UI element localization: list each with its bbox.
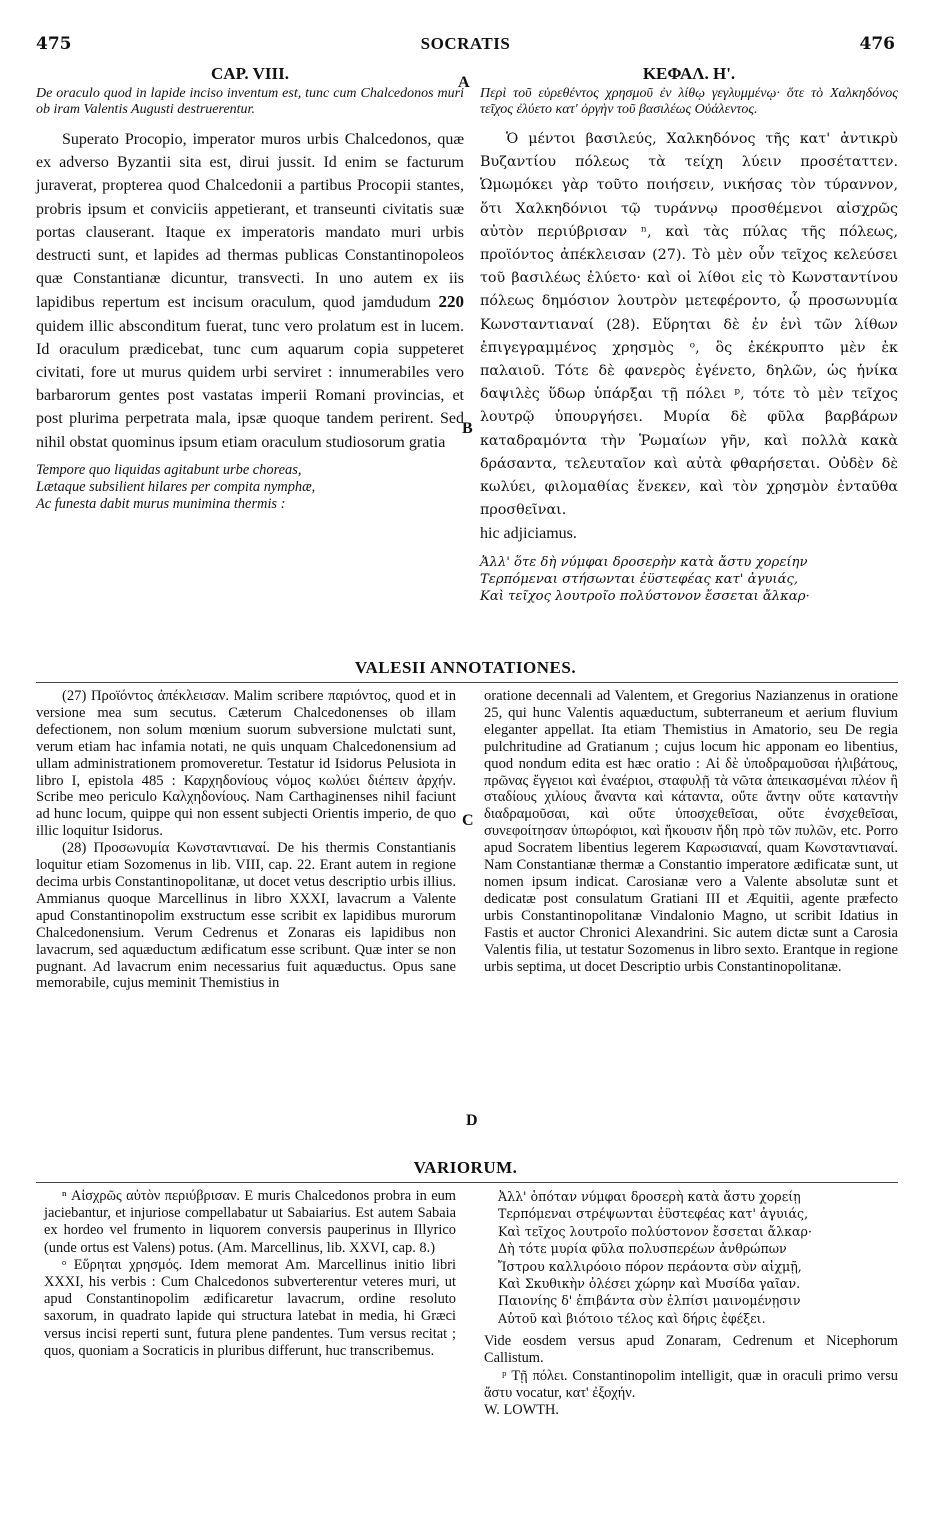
- variorum-note-p: ᵖ Τῇ πόλει. Constantinopolim intelligit, quæ in oraculi primo versu ἄστυ vocatur, κατ' ἐξοχήν.: [484, 1367, 898, 1401]
- greek-verse-line: Τερπόμεναι στήσωνται ἐϋστεφέας κατ' ἀγυιάς,: [480, 571, 799, 587]
- variorum-reference: Vide eosdem versus apud Zonaram, Cedrenum et Nicephorum Callistum.: [484, 1333, 898, 1367]
- greek-chapter-title: ΚΕΦΑΛ. Η'.: [642, 64, 736, 83]
- latin-body-text: [36, 128, 464, 454]
- latin-verse-line: Ac funesta dabit murus munimina thermis :: [36, 495, 286, 512]
- variorum-right-column: [484, 1188, 898, 1419]
- valesii-right-column: [484, 688, 898, 975]
- variorum-note-n: ⁿ Αἰσχρῶς αὐτὸν περιύβρισαν. E muris Chalcedonos probra in eum jaciebantur, et injuriose compellabatur ut Sabaiarius. Est autem Sabaia ex hordeo vel frumento in liquorem conversis pauperinus in Illyrico (unde ortus est Valens) potus. (Am. Marcellinus, lib. XXVI, cap. 8.): [44, 1188, 456, 1256]
- latin-verse: [36, 462, 464, 513]
- variorum-verse-line: Τερπόμεναι στρέψωνται ἐϋστεφέας κατ' ἀγυιάς,: [498, 1206, 809, 1222]
- latin-verse-line: Lætaque subsilient hilares per compita nymphæ,: [36, 478, 316, 495]
- margin-marker-a: A: [458, 74, 470, 91]
- latin-chapter-summary: De oraculo quod in lapide inciso inventum est, tunc cum Chalcedonos muri ob iram Valentis Augusti destruerentur.: [36, 86, 464, 117]
- variorum-verse-line: Αὐτοῦ καὶ βιότοιο τέλος καὶ δήρις ἐφέξει.: [498, 1310, 766, 1326]
- annotation-continuation: oratione decennali ad Valentem, et Gregorius Nazianzenus in oratione 25, qui hunc Valentis aquæductum, subterraneum et aerium fluvium eleganter appellat. Ita etiam Themistius in Amatorio, seu De regia pulchritudine ad Gratianum ; cujus locum hic apponam eo libentius, quod nondum edita est hæc oratio : Αἱ δὲ ὑποδραμοῦσαι ἠλιβάτους, πρῶνας ἔγγειοι καὶ ἐναέριοι, σταφυλῇ τὰ νῶτα ἀπεικασμέναι πλέον ἢ σταδίους χιλίους ἄναντα καὶ κάταντα, οὔτε ἄντην οὔτε καταντὴν διαδραμοῦσαι, καὶ οὔτε ὑποσχεθεῖσαι, οὔτε ἐνσχεθεῖσαι, συνεφοίτησαν ὑπωρόφιοι, καὶ ἥκουσιν ἤδη πρὸ τῶν πυλῶν, etc. Porro apud Socratem libentius legerem Καρωσιαναί, quam Κωνσταντιαναί. Nam Constantianæ thermæ a Constantio imperatore ædificatæ sunt, ut nomen ipsum indicat. Carosianæ vero a Valente absolutæ sunt et dedicatæ post consulatum Gratiani III et Æquitii, agente præfecto urbis Constantinopolitanæ Vindalonio Magno, ut scribit Idatius in Fastis et auctor Chronici Alexandrini. Sic autem dictæ sunt a Carosia Valentis filia, ut testatur Sozomenus in libro sexto. Erantque in regione urbis septima, ut docet Descriptio urbis Constantinopolitanæ.: [484, 688, 898, 975]
- variorum-verse-line: Καὶ τεῖχος λουτροῖο πολύστονον ἔσσεται ἄλκαρ·: [498, 1223, 812, 1239]
- page-number-left: 475: [36, 34, 72, 54]
- section-divider: [36, 1182, 898, 1183]
- variorum-verse-line: Καὶ Σκυθικὴν ὀλέσει χώρην καὶ Μυσίδα γαῖαν.: [498, 1276, 801, 1292]
- latin-body-part-1: Superato Procopio, imperator muros urbis Chalcedonos, quæ ex adverso Byzantii sita est, dirui jussit. Id enim se facturum juraverat, propterea quod Chalcedonii a partibus Procopii stantes, probris ipsum et conviciis appetierant, et transeunti civitatis suæ portas clauserant. Itaque ex imperatoris mandato muri urbis destructi sunt, et lapides ad thermas publicas Constantinopoleos quæ Constantianæ dicuntur, transvecti. In uno autem ex iis lapidibus repertum est incisum oraculum, quod jamdudum: [36, 131, 464, 312]
- margin-marker-b: B: [462, 420, 473, 437]
- variorum-heading: VARIORUM.: [413, 1158, 518, 1177]
- valesii-heading: VALESII ANNOTATIONES.: [354, 658, 577, 677]
- variorum-verse-line: Ἀλλ' ὁπόταν νύμφαι δροσερὴ κατὰ ἄστυ χορείῃ: [498, 1189, 801, 1204]
- margin-marker-c: C: [462, 812, 474, 829]
- greek-chapter-summary: Περὶ τοῦ εὑρεθέντος χρησμοῦ ἐν λίθῳ γεγλυμμένῳ· ὅτε τὸ Χαλκηδόνος τεῖχος ἐλύετο κατ' ὀργὴν τοῦ βασιλέως Οὐάλεντος.: [480, 86, 898, 117]
- variorum-verse-line: Ἴστρου καλλιρόοιο πόρον περάοντα σὺν αἰχμῇ,: [498, 1258, 802, 1274]
- greek-verse-line: Καὶ τεῖχος λουτροῖο πολύστονον ἔσσεται ἄλκαρ·: [480, 588, 810, 604]
- greek-column: [480, 64, 898, 605]
- latin-verse-line: Tempore quo liquidas agitabunt urbe choreas,: [36, 461, 302, 478]
- variorum-verse: [484, 1188, 898, 1327]
- greek-body-text: Ὁ μέντοι βασιλεύς, Χαλκηδόνος τῆς κατ' ἀντικρὺ Βυζαντίου πόλεως τὰ τείχη λύειν προσέταττεν. Ὡμωμόκει γὰρ τοῦτο ποιήσειν, νικήσας τὸν τύραννον, ὅτι Χαλκηδόνιοι τῷ τυράννῳ προσθέμενοι αἰσχρῶς αὐτὸν περιύβρισαν ⁿ, καὶ τὰς πύλας τῆς πόλεως, προϊόντος ἀπέκλεισαν (27). Τὸ μὲν οὖν τεῖχος κελεύσει τοῦ βασιλέως ἐλύετο· καὶ οἱ λίθοι εἰς τὸ Κωνσταντίνου πόλεως δημόσιον λουτρὸν μετεφέροντο, ᾧ προσωνυμία Κωνσταντιαναί (28). Εὕρηται δὲ ἐν ἑνὶ τῶν λίθων ἐπιγεγραμμένος χρησμὸς ᵒ, ὃς ἐκέκρυπτο μὲν ἐκ παλαιοῦ. Τότε δὲ φανερὸς ἐγένετο, δηλῶν, ὡς ἡνίκα δαψιλὲς ὕδωρ ὑπάρξαι τῇ πόλει ᵖ, τότε τὸ μὲν τεῖχος λουτρῷ ὑπουργήσει. Μυρία δὲ φῦλα βαρβάρων καταδραμόντα τὴν Ῥωμαίων γῆν, καὶ πολλὰ κακὰ δράσαντα, τελευταῖον καὶ αὐτὰ φθαρήσεται. Οὐδὲν δὲ κωλύει, φιλομαθίας ἕνεκεν, καὶ τὸν χρησμὸν ἐνταῦθα προσθεῖναι.: [480, 131, 898, 519]
- greek-verse-line: Ἀλλ' ὅτε δὴ νύμφαι δροσερὴν κατὰ ἄστυ χορείην: [480, 554, 808, 570]
- page-number-right: 476: [859, 34, 895, 54]
- variorum-verse-line: Δὴ τότε μυρία φῦλα πολυσπερέων ἀνθρώπων: [498, 1241, 787, 1257]
- margin-marker-d: D: [466, 1112, 478, 1129]
- section-divider: [36, 682, 898, 683]
- running-title: SOCRATIS: [420, 34, 511, 53]
- annotation-27: (27) Προϊόντος ἀπέκλεισαν. Malim scribere παριόντος, quod et in versione mea sum secutus. Cæterum Chalcedonenses ob illam defectionem, non solum mœnium suorum subversione mulctati sunt, verum etiam hac infamia notati, ne quis unquam Chalcedonensium ad ullam administrationem promoveretur. Testatur id Isidorus Pelusiota in libro I, epistola 485 : Καρχηδονίους νόμος κωλύει διέπειν ἀρχήν. Scribe meo periculo Καλχηδονίους. Nam Carthaginenses nihil faciunt ad hunc locum, quippe qui non essent subjecti Orientis imperio, de quo illic loquitur Isidorus.: [36, 688, 456, 840]
- latin-column: [36, 64, 464, 513]
- latin-body-part-2: quidem illic absconditum fuerat, tunc vero prolatum est in lucem. Id oraculum prædicebat, tunc cum aquarum copia suppeteret civitati, fore ut murus quidem urbi serviret : innumerabiles vero barbarorum gentes post vastatas imperii Romani provincias, et post plurima perpetrata mala, ipsæ quoque tandem perirent. Sed nihil obstat quominus ipsum etiam oraculum studiosorum gratia: [36, 317, 464, 451]
- marginal-page-number: 220: [438, 292, 464, 312]
- variorum-signature: W. LOWTH.: [484, 1402, 560, 1419]
- greek-body-latin-tail: hic adjiciamus.: [480, 525, 577, 543]
- variorum-verse-line: Παιονίης δ' ἐπιβάντα σὺν ἐλπίσι μαινομένῃσιν: [498, 1293, 801, 1309]
- variorum-note-o: ᵒ Εὕρηται χρησμός. Idem memorat Am. Marcellinus initio libri XXXI, his verbis : Cum Chalcedonos subverterentur veteres muri, ut apud Constantinopolim ædificaretur lavacrum, ordine resoluto saxorum, in quadrato lapide qui structura latebat in media, hi Græci versus incisi reperti sunt, futura plene pandentes. Tum versus recitat ; quos, quoniam a Socraticis in pluribus differunt, huc transcribemus.: [44, 1256, 456, 1359]
- variorum-left-column: [44, 1188, 456, 1360]
- latin-chapter-title: CAP. VIII.: [211, 64, 289, 83]
- annotation-28: (28) Προσωνυμία Κωνσταντιαναί. De his thermis Constantianis loquitur etiam Sozomenus in lib. VIII, cap. 22. Erant autem in regione decima urbis Constantinopolitanæ, ut docet vetus descriptio urbis illius. Ammianus quoque Marcellinus in libro XXXI, lavacrum a Valente apud Constantinopolim exstructum esse scribit ex lapidibus murorum Chalcedonensium. Verum Cedrenus et Zonaras eis lapidibus non lavacrum, sed aquæductum ædificatum esse scribunt. Quæ inter se non pugnant. Ad lavacrum enim necessarius fuit aquæductus. Opus sane memorabile, cujus meminit Themistius in: [36, 840, 456, 992]
- greek-verse: [480, 554, 898, 605]
- valesii-left-column: [36, 688, 456, 992]
